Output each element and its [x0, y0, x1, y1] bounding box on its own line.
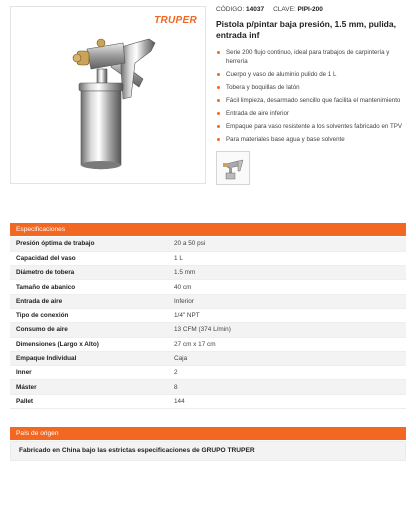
- product-thumbnail[interactable]: [216, 151, 250, 185]
- product-info: [216, 6, 408, 185]
- bullet-icon: [217, 73, 220, 76]
- bullet-icon: [217, 86, 220, 89]
- table-row: Entrada de aire Inferior: [10, 294, 406, 308]
- table-row: Consumo de aire 13 CFM (374 L/min): [10, 323, 406, 337]
- table-row: Diámetro de tobera 1.5 mm: [10, 266, 406, 280]
- bullet-icon: [217, 138, 220, 141]
- feature-item: Para materiales base agua y base solvente: [216, 136, 408, 145]
- product-title: Pistola p/pintar baja presión, 1.5 mm, pulida, entrada inf: [216, 19, 396, 41]
- table-row: Dimensiones (Largo x Alto) 27 cm x 17 cm: [10, 337, 406, 351]
- feature-list: [216, 49, 408, 145]
- origin-header: País de origen: [10, 427, 406, 440]
- table-row: Máster 8: [10, 380, 406, 394]
- spray-gun-image: [51, 29, 161, 179]
- feature-item: Entrada de aire inferior: [216, 110, 408, 119]
- key-value: PIPI-200: [297, 6, 323, 13]
- table-row: Capacidad del vaso 1 L: [10, 251, 406, 265]
- code-value: 14037: [245, 6, 265, 13]
- feature-item: Cuerpo y vaso de aluminio pulido de 1 L: [216, 71, 408, 80]
- bullet-icon: [217, 99, 220, 102]
- spray-gun-thumbnail-icon: [220, 155, 246, 181]
- origin-text: Fabricado en China bajo las estrictas especificaciones de GRUPO TRUPER: [10, 441, 406, 461]
- table-row: Presión óptima de trabajo 20 a 50 psi: [10, 237, 406, 251]
- feature-item: Serie 200 flujo continuo, ideal para trabajos de carpintería y herrería: [216, 49, 408, 67]
- bullet-icon: [217, 125, 220, 128]
- table-row: Empaque Individual Caja: [10, 351, 406, 365]
- product-codes: [216, 6, 408, 13]
- table-row: Tamaño de abanico 40 cm: [10, 280, 406, 294]
- product-image[interactable]: [10, 6, 206, 184]
- specs-header: Especificaciones: [10, 223, 406, 236]
- table-row: Inner 2: [10, 366, 406, 380]
- key-label: CLAVE:: [273, 6, 296, 13]
- feature-item: Fácil limpieza, desarmado sencillo que facilita el mantenimiento: [216, 97, 408, 106]
- brand-logo: TRUPER: [154, 15, 197, 26]
- table-row: Tipo de conexión 1/4" NPT: [10, 308, 406, 322]
- code-label: CÓDIGO:: [216, 6, 245, 13]
- feature-item: Tobera y boquillas de latón: [216, 84, 408, 93]
- feature-item: Empaque para vaso resistente a los solventes fabricado en TPV: [216, 123, 408, 132]
- specs-table: [10, 237, 406, 409]
- bullet-icon: [217, 112, 220, 115]
- table-row: Pallet 144: [10, 394, 406, 408]
- bullet-icon: [217, 51, 220, 54]
